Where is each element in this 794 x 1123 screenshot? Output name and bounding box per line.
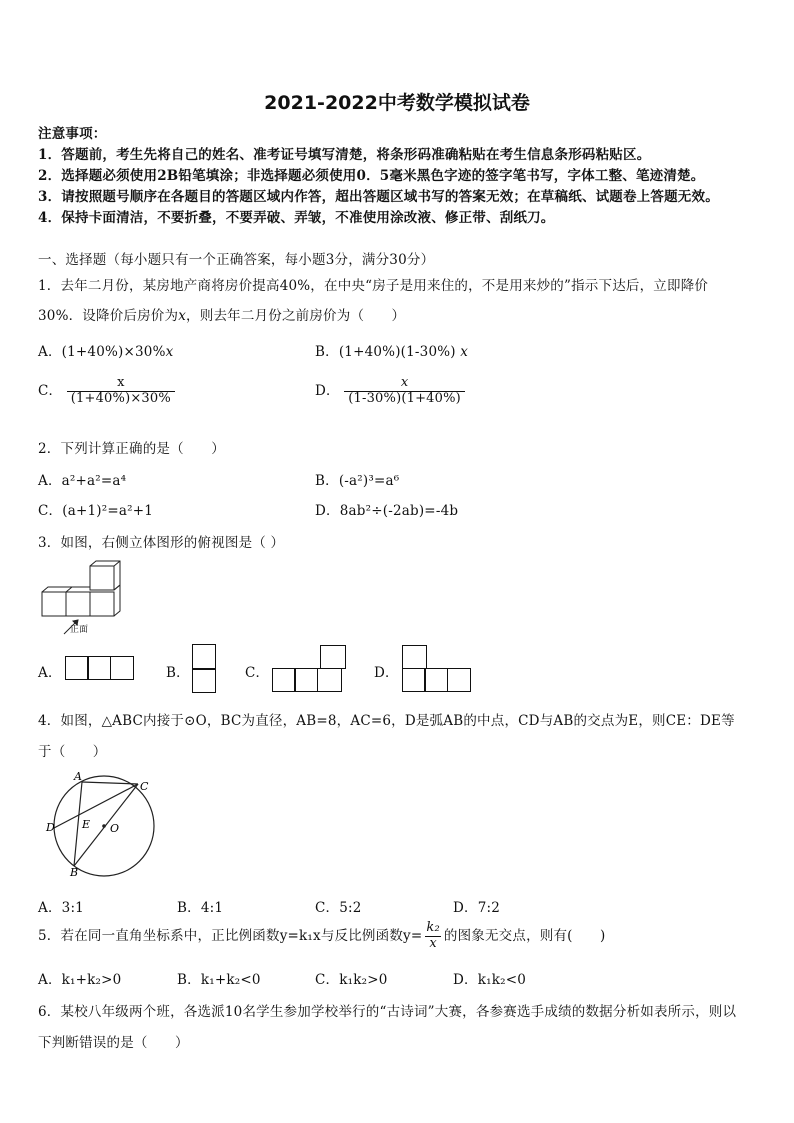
q1-option-c[interactable] xyxy=(38,376,175,407)
q5-stem-start: 5．若在同一直角坐标系中，正比例函数y=k₁x与反比例函数y= xyxy=(38,927,423,944)
q1-line2-text: 30%．设降价后房价为 xyxy=(38,308,179,324)
q4-label-a: A xyxy=(74,770,82,783)
q3-option-b-top-cell[interactable] xyxy=(192,644,216,670)
q3-option-c-figure[interactable] xyxy=(273,668,342,692)
q1-option-a[interactable] xyxy=(38,340,173,360)
q1-option-b-text: B．(1+40%)(1-30%) xyxy=(315,344,456,360)
q1-option-b[interactable] xyxy=(315,340,468,360)
q1-var: x xyxy=(178,308,187,324)
q3-option-d-top-cell[interactable] xyxy=(402,645,427,669)
q3-front-label: 正面 xyxy=(70,625,89,635)
q5-denominator: x xyxy=(425,936,441,952)
q3-option-d-figure[interactable] xyxy=(403,668,471,692)
q1-c-denominator: (1+40%)×30% xyxy=(67,391,175,407)
q2-stem: 2．下列计算正确的是（ ） xyxy=(38,441,225,457)
q3-option-a-figure[interactable] xyxy=(66,656,134,680)
page-title: 2021-2022中考数学模拟试卷 xyxy=(264,92,530,114)
q3-option-d-label[interactable]: D． xyxy=(374,665,399,681)
q4-option-a[interactable]: A．3:1 xyxy=(38,900,84,916)
q6-line2: 下判断错误的是（ ） xyxy=(38,1035,189,1051)
q4-label-o: O xyxy=(110,822,120,835)
notice-item-1: 1．答题前，考生先将自己的姓名、准考证号填写清楚，将条形码准确粘贴在考生信息条形码粘贴区。 xyxy=(38,147,651,163)
q5-option-b[interactable]: B．k₁+k₂<0 xyxy=(177,972,261,988)
q5-option-c[interactable]: C．k₁k₂>0 xyxy=(315,972,388,988)
q5-stem-end: 的图象无交点，则有( ) xyxy=(443,927,606,944)
q1-option-a-var: x xyxy=(165,344,174,360)
q4-label-c: C xyxy=(140,780,149,793)
q5-numerator: k₂ xyxy=(426,920,440,935)
q2-option-c[interactable]: C．(a+1)²=a²+1 xyxy=(38,503,153,519)
section-heading: 一、选择题（每小题只有一个正确答案，每小题3分，满分30分） xyxy=(38,252,435,268)
q4-option-c[interactable]: C．5:2 xyxy=(315,900,362,916)
q3-option-b-label[interactable]: B． xyxy=(166,665,190,681)
q4-circle-figure xyxy=(38,768,163,878)
q2-option-d[interactable]: D．8ab²÷(-2ab)=-4b xyxy=(315,503,459,519)
q4-label-b: B xyxy=(70,866,79,878)
q3-stem: 3．如图，右侧立体图形的俯视图是（ ） xyxy=(38,535,285,551)
q3-option-a-label[interactable]: A． xyxy=(38,665,62,681)
q1-c-numerator: x xyxy=(117,375,125,390)
q1-line2 xyxy=(38,304,405,324)
q1-option-c-fraction xyxy=(67,376,175,407)
q1-option-c-label: C． xyxy=(38,382,63,399)
q1-line2-end: ，则去年二月份之前房价为（ ） xyxy=(186,308,406,324)
q4-label-d: D xyxy=(46,821,55,834)
notice-item-2: 2．选择题必须使用2B铅笔填涂；非选择题必须使用0．5毫米黑色字迹的签字笔书写，字体工整、笔迹清楚。 xyxy=(38,168,705,184)
q5-stem xyxy=(38,921,606,952)
q2-option-a[interactable]: A．a²+a²=a⁴ xyxy=(38,473,127,489)
q5-option-a[interactable]: A．k₁+k₂>0 xyxy=(38,972,122,988)
q4-line2: 于（ ） xyxy=(38,744,107,760)
q4-option-d[interactable]: D．7:2 xyxy=(453,900,501,916)
notice-item-4: 4．保持卡面清洁，不要折叠，不要弄破、弄皱，不准使用涂改液、修正带、刮纸刀。 xyxy=(38,210,555,226)
notice-item-3: 3．请按照题号顺序在各题目的答题区域内作答，超出答题区域书写的答案无效；在草稿纸、试题卷上答题无效。 xyxy=(38,189,719,205)
q1-option-d-label: D． xyxy=(315,382,340,399)
notice-heading: 注意事项： xyxy=(38,126,107,142)
q4-line1: 4．如图，△ABC内接于⊙O，BC为直径，AB=8，AC=6，D是弧AB的中点，CD与AB的交点为E，则CE：DE等 xyxy=(38,713,735,729)
q1-option-b-var: x xyxy=(460,344,469,360)
q1-option-d-fraction xyxy=(344,376,465,407)
q2-option-b[interactable]: B．(-a²)³=a⁶ xyxy=(315,473,400,489)
q1-line1: 1．去年二月份，某房地产商将房价提高40%，在中央“房子是用来住的，不是用来炒的”指示下达后，立即降价 xyxy=(38,278,709,294)
q1-option-d[interactable] xyxy=(315,376,465,407)
q5-fraction xyxy=(422,921,444,952)
q1-d-numerator: x xyxy=(400,375,409,390)
q3-option-c-label[interactable]: C． xyxy=(245,665,270,681)
q4-option-b[interactable]: B．4:1 xyxy=(177,900,224,916)
q6-line1: 6．某校八年级两个班，各选派10名学生参加学校举行的“古诗词”大赛，各参赛选手成绩的数据分析如表所示，则以 xyxy=(38,1004,737,1020)
q5-option-d[interactable]: D．k₁k₂<0 xyxy=(453,972,527,988)
q1-d-denominator: (1-30%)(1+40%) xyxy=(344,391,465,407)
q4-label-e: E xyxy=(82,818,91,831)
q3-option-b-bottom-cell[interactable] xyxy=(192,668,216,693)
q3-option-c-top-cell[interactable] xyxy=(320,645,346,669)
q1-option-a-text: A．(1+40%)×30% xyxy=(38,344,166,360)
